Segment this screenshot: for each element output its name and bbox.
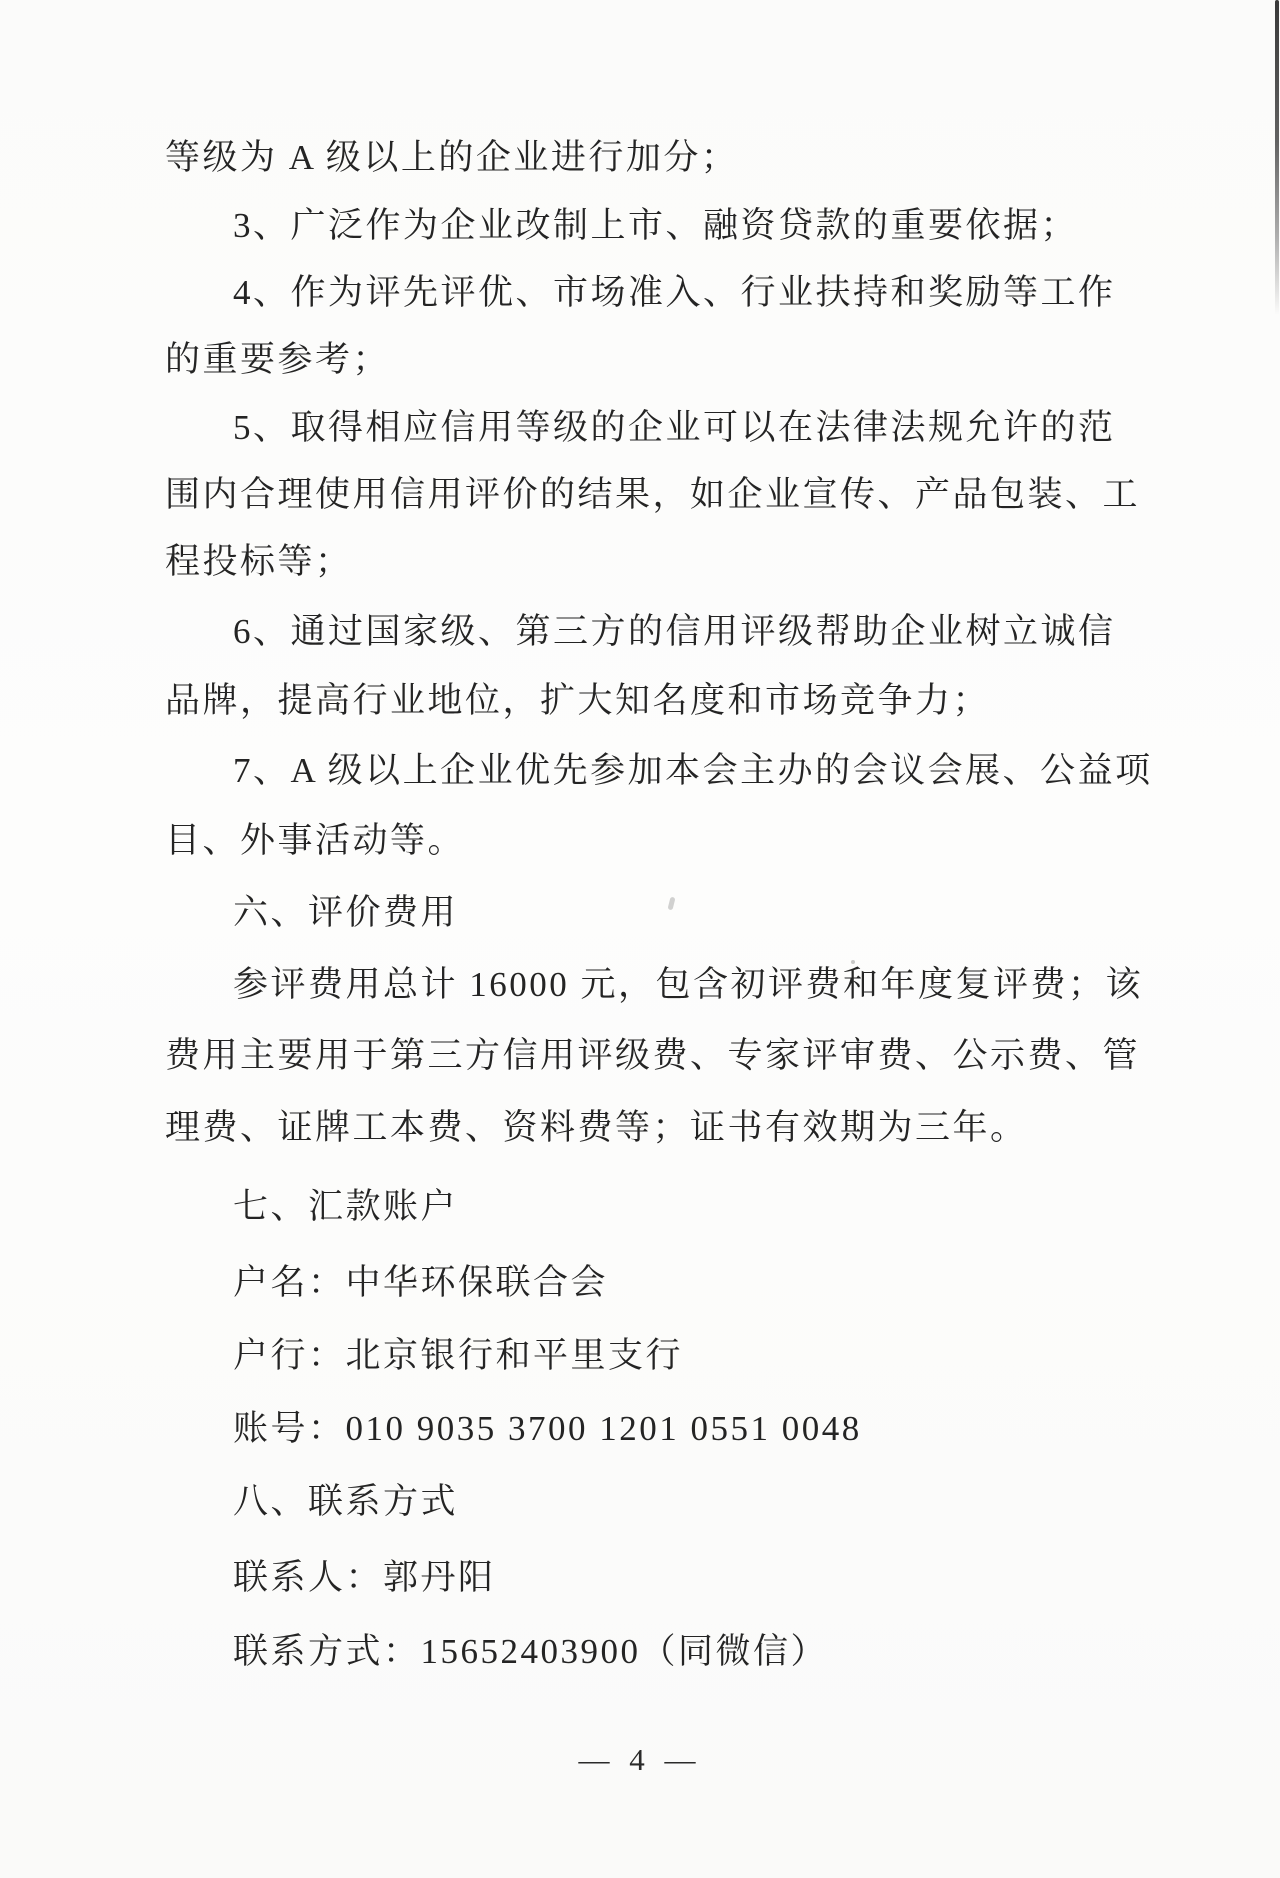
scan-dot-artifact — [851, 960, 855, 964]
text-line: 品牌，提高行业地位，扩大知名度和市场竞争力； — [165, 681, 991, 720]
page-number: — 4 — — [578, 1742, 702, 1777]
bank-line: 户行：北京银行和平里支行 — [233, 1336, 684, 1375]
text-line: 理费、证牌工本费、资料费等；证书有效期为三年。 — [165, 1108, 1028, 1147]
text-line: 4、作为评先评优、市场准入、行业扶持和奖励等工作 — [233, 273, 1116, 312]
text-line: 参评费用总计 16000 元，包含初评费和年度复评费；该 — [233, 965, 1144, 1004]
contact-person-line: 联系人：郭丹阳 — [233, 1558, 496, 1597]
text-line: 费用主要用于第三方信用评级费、专家评审费、公示费、管 — [165, 1036, 1141, 1075]
scan-edge-artifact — [1275, 0, 1279, 315]
section-heading: 六、评价费用 — [233, 893, 459, 932]
text-line: 6、通过国家级、第三方的信用评级帮助企业树立诚信 — [233, 612, 1116, 651]
account-number-line: 账号：010 9035 3700 1201 0551 0048 — [233, 1409, 862, 1448]
text-line: 3、广泛作为企业改制上市、融资贷款的重要依据； — [233, 206, 1079, 245]
text-line: 的重要参考； — [165, 340, 391, 379]
text-line: 目、外事活动等。 — [165, 821, 466, 860]
section-heading: 八、联系方式 — [233, 1482, 459, 1521]
section-heading: 七、汇款账户 — [233, 1187, 459, 1226]
text-line: 7、A 级以上企业优先参加本会主办的会议会展、公益项 — [233, 751, 1153, 790]
contact-phone-line: 联系方式：15652403900（同微信） — [233, 1632, 829, 1671]
text-line: 等级为 A 级以上的企业进行加分； — [165, 138, 739, 177]
text-line: 程投标等； — [165, 542, 353, 581]
text-line: 5、取得相应信用等级的企业可以在法律法规允许的范 — [233, 408, 1116, 447]
scan-mark-artifact — [668, 897, 676, 911]
text-line: 围内合理使用信用评价的结果，如企业宣传、产品包装、工 — [165, 475, 1141, 514]
account-name-line: 户名：中华环保联合会 — [233, 1263, 609, 1302]
